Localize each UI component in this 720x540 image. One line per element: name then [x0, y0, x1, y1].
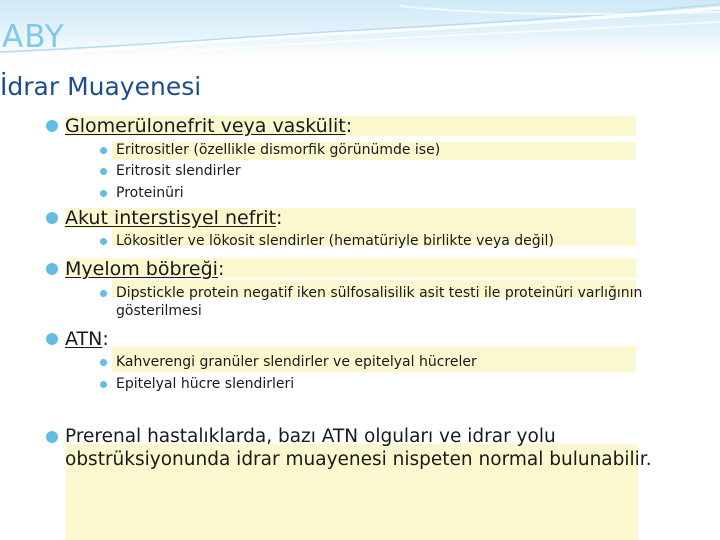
- bullet-icon: [46, 263, 58, 275]
- final-paragraph-line: Prerenal hastalıklarda, bazı ATN olguları ve idrar yolu: [65, 426, 556, 447]
- bullet-icon: [100, 359, 107, 366]
- list-item-text: Eritrositler (özellikle dismorfik görünümde ise): [116, 142, 441, 158]
- list-item-text: Lökositler ve lökosit slendirler (hematüriyle birlikte veya değil): [116, 233, 554, 249]
- bullet-icon: [100, 290, 107, 297]
- section-heading: Akut interstisyel nefrit:: [65, 207, 283, 229]
- bullet-icon: [46, 120, 58, 132]
- header-band: [0, 0, 720, 60]
- section-heading: Glomerülonefrit veya vaskülit:: [65, 115, 353, 137]
- bullet-icon: [100, 238, 107, 245]
- bullet-icon: [46, 431, 58, 443]
- brand-text: ABY: [2, 19, 65, 55]
- bullet-icon: [100, 190, 107, 197]
- bullet-icon: [46, 333, 58, 345]
- list-item-text: Kahverengi granüler slendirler ve epitelyal hücreler: [116, 354, 477, 370]
- bullet-icon: [100, 381, 107, 388]
- final-paragraph-line: obstrüksiyonunda idrar muayenesi nispeten normal bulunabilir.: [65, 449, 652, 470]
- header-wave-decoration: [0, 0, 720, 60]
- section-heading: ATN:: [65, 328, 109, 350]
- page-title: İdrar Muayenesi: [0, 72, 202, 101]
- list-item-text: Dipstickle protein negatif iken sülfosalisilik asit testi ile proteinüri varlığının: [116, 285, 643, 301]
- list-item-text: Epitelyal hücre slendirleri: [116, 376, 295, 392]
- bullet-icon: [100, 147, 107, 154]
- bullet-icon: [46, 212, 58, 224]
- list-item-text: Proteinüri: [116, 185, 184, 201]
- section-heading: Myelom böbreği:: [65, 258, 225, 280]
- bullet-icon: [100, 168, 107, 175]
- list-item-text-continuation: gösterilmesi: [116, 303, 202, 319]
- list-item-text: Eritrosit slendirler: [116, 163, 241, 179]
